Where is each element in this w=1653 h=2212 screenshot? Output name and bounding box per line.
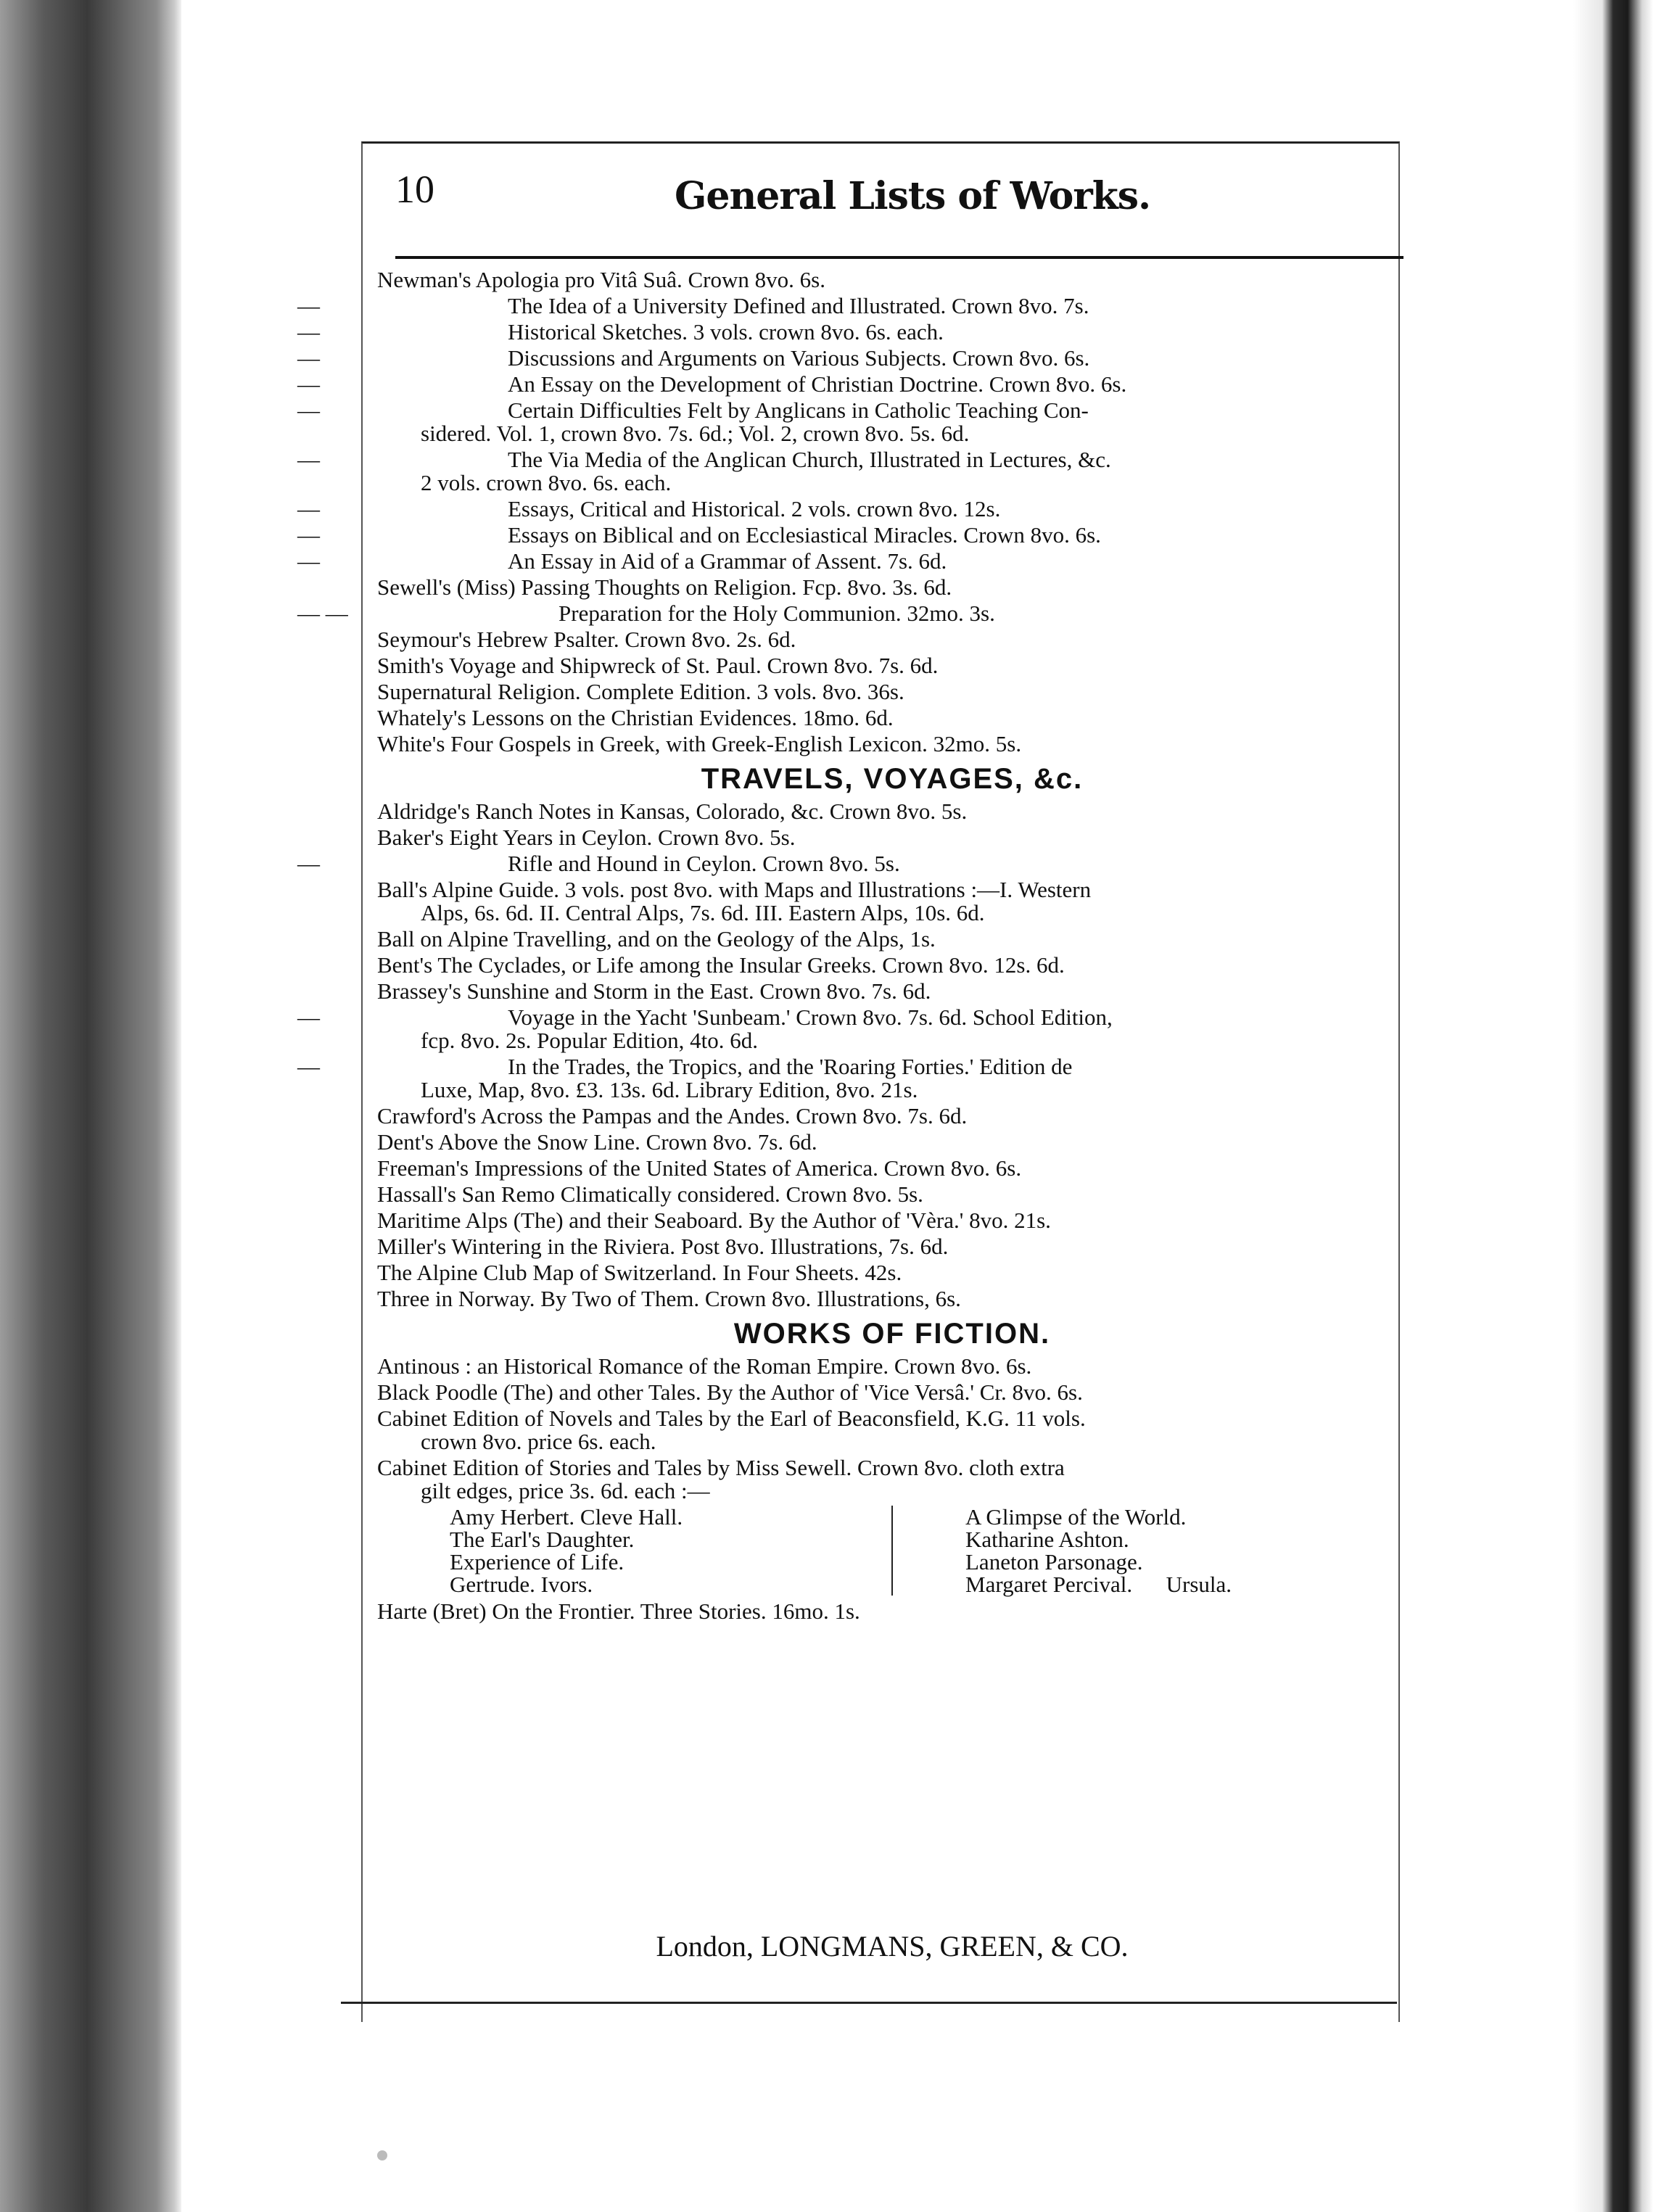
entry-text: Supernatural Religion. Complete Edition. 3 vols. 8vo. 36s. [377,679,904,704]
entry-text: Antinous : an Historical Romance of the Roman Empire. Crown 8vo. 6s. [377,1353,1032,1379]
story-title: Amy Herbert. Cleve Hall. [450,1504,683,1530]
list-entry [377,877,1407,925]
list-entry [297,1054,1407,1102]
entry-text: Hassall's San Remo Climatically considered. Crown 8vo. 5s. [377,1181,923,1207]
list-entry [297,548,1407,574]
list-entry [377,1181,1407,1207]
entry-text: Maritime Alps (The) and their Seaboard. By the Author of 'Vèra.' 8vo. 21s. [377,1208,1051,1233]
entry-text: Black Poodle (The) and other Tales. By the Author of 'Vice Versâ.' Cr. 8vo. 6s. [377,1379,1083,1405]
list-entry [377,825,1407,850]
entry-text: An Essay in Aid of a Grammar of Assent. 7s. 6d. [508,548,947,574]
list-entry [377,798,1407,824]
book-binding-edge [0,0,181,2212]
entry-text: Ball's Alpine Guide. 3 vols. post 8vo. with Maps and Illustrations :—I. Western [377,877,1092,902]
list-entry [377,1260,1407,1285]
entry-continuation: crown 8vo. price 6s. each. [421,1429,656,1454]
entry-text: White's Four Gospels in Greek, with Greek-English Lexicon. 32mo. 5s. [377,731,1022,756]
frame-bottom-rule [341,2002,1397,2004]
works-list [297,267,1407,1626]
list-entry [377,1234,1407,1259]
list-entry [377,1208,1407,1233]
story-title: Laneton Parsonage. [965,1549,1143,1575]
list-entry [377,1129,1407,1155]
entry-text: Brassey's Sunshine and Storm in the East. Crown 8vo. 7s. 6d. [377,978,931,1004]
entry-text: Cabinet Edition of Novels and Tales by the Earl of Beaconsfield, K.G. 11 vols. [377,1406,1086,1431]
list-entry [377,574,1407,600]
entry-text: Preparation for the Holy Communion. 32mo. 3s. [558,601,995,626]
list-entry [377,952,1407,978]
ditto-dash: — [297,1054,320,1079]
list-entry [297,601,1407,626]
entry-continuation: sidered. Vol. 1, crown 8vo. 7s. 6d.; Vol. 2, crown 8vo. 5s. 6d. [421,421,970,446]
section-heading-fiction: WORKS OF FICTION. [733,1318,1051,1350]
sewell-titles-right [893,1506,1407,1596]
entry-text: Seymour's Hebrew Psalter. Crown 8vo. 2s. 6d. [377,627,796,652]
story-title: A Glimpse of the World. [965,1504,1187,1530]
list-entry [297,851,1407,876]
list-entry [377,267,1407,292]
header-rule [395,256,1403,259]
list-entry [297,319,1407,344]
ditto-dash: — [297,496,320,521]
list-entry: Harte (Bret) On the Frontier. Three Stories. 16mo. 1s. [377,1598,860,1624]
entry-text: Miller's Wintering in the Riviera. Post 8vo. Illustrations, 7s. 6d. [377,1234,949,1259]
story-title: Margaret Percival. Ursula. [965,1572,1232,1597]
entry-text: Rifle and Hound in Ceylon. Crown 8vo. 5s. [508,851,900,876]
list-entry [297,522,1407,548]
list-entry [377,679,1407,704]
sewell-titles-left [450,1506,893,1596]
ditto-dash: — [297,548,320,574]
entry-text: Historical Sketches. 3 vols. crown 8vo. 6s. each. [508,319,944,344]
entry-text: Three in Norway. By Two of Them. Crown 8vo. Illustrations, 6s. [377,1286,961,1311]
entry-text: Smith's Voyage and Shipwreck of St. Paul. Crown 8vo. 7s. 6d. [377,653,939,678]
entry-text: Aldridge's Ranch Notes in Kansas, Colorado, &c. Crown 8vo. 5s. [377,798,968,824]
paper-smudge [377,2150,387,2161]
entry-text: Voyage in the Yacht 'Sunbeam.' Crown 8vo. 7s. 6d. School Edition, [508,1004,1113,1030]
list-entry [377,653,1407,678]
entry-text: An Essay on the Development of Christian Doctrine. Crown 8vo. 6s. [508,371,1127,397]
list-entry [297,397,1407,446]
entry-text: Crawford's Across the Pampas and the Andes. Crown 8vo. 7s. 6d. [377,1103,968,1128]
entry-text: Baker's Eight Years in Ceylon. Crown 8vo. 5s. [377,825,796,850]
list-entry [297,293,1407,318]
list-entry [297,1004,1407,1053]
sewell-stories-columns [450,1506,1407,1596]
ditto-dash: — [297,397,320,423]
entry-text: Newman's Apologia pro Vitâ Suâ. Crown 8vo. 6s. [377,267,825,292]
entry-text: Freeman's Impressions of the United States of America. Crown 8vo. 6s. [377,1155,1022,1181]
list-entry [377,1379,1407,1405]
travels-list [297,798,1407,1311]
entry-text: Discussions and Arguments on Various Subjects. Crown 8vo. 6s. [508,345,1090,371]
ditto-dash: — [297,522,320,548]
list-entry [377,1455,1407,1503]
entry-continuation: Luxe, Map, 8vo. £3. 13s. 6d. Library Edition, 8vo. 21s. [421,1077,918,1102]
story-title: Gertrude. Ivors. [450,1572,593,1597]
entry-text: Certain Difficulties Felt by Anglicans in Catholic Teaching Con- [508,397,1089,423]
entry-text: In the Trades, the Tropics, and the 'Roaring Forties.' Edition de [508,1054,1073,1079]
list-entry [377,926,1407,952]
ditto-dash: — [297,371,320,397]
entry-text: Dent's Above the Snow Line. Crown 8vo. 7s. 6d. [377,1129,817,1155]
ditto-dash: — [297,1004,320,1030]
list-entry [377,1286,1407,1311]
ditto-dash: — [297,851,320,876]
ditto-dash: — [297,447,320,472]
entry-text: The Via Media of the Anglican Church, Illustrated in Lectures, &c. [508,447,1111,472]
entry-continuation: Alps, 6s. 6d. II. Central Alps, 7s. 6d. III. Eastern Alps, 10s. 6d. [421,900,985,925]
entry-text: Cabinet Edition of Stories and Tales by Miss Sewell. Crown 8vo. cloth extra [377,1455,1065,1480]
entry-continuation: 2 vols. crown 8vo. 6s. each. [421,470,672,495]
entry-text: Bent's The Cyclades, or Life among the Insular Greeks. Crown 8vo. 12s. 6d. [377,952,1065,978]
page-edge [1573,0,1653,2212]
religion-list [297,267,1407,756]
entry-continuation: gilt edges, price 3s. 6d. each :— [421,1478,710,1503]
list-entry [377,627,1407,652]
entry-text: Essays on Biblical and on Ecclesiastical Miracles. Crown 8vo. 6s. [508,522,1101,548]
ditto-dash: — [297,345,320,371]
list-entry [377,1155,1407,1181]
entry-text: Sewell's (Miss) Passing Thoughts on Religion. Fcp. 8vo. 3s. 6d. [377,574,952,600]
ditto-dash: — — [297,601,348,626]
ditto-dash: — [297,319,320,344]
entry-text: The Alpine Club Map of Switzerland. In Four Sheets. 42s. [377,1260,902,1285]
list-entry [297,447,1407,495]
ditto-dash: — [297,293,320,318]
list-entry [377,705,1407,730]
publisher-imprint: London, LONGMANS, GREEN, & CO. [656,1930,1129,1963]
entry-text: Ball on Alpine Travelling, and on the Geology of the Alps, 1s. [377,926,936,952]
story-title: Experience of Life. [450,1549,624,1575]
story-title: The Earl's Daughter. [450,1527,635,1552]
list-entry [377,978,1407,1004]
entry-text: Essays, Critical and Historical. 2 vols. crown 8vo. 12s. [508,496,1001,521]
entry-text: The Idea of a University Defined and Illustrated. Crown 8vo. 7s. [508,293,1089,318]
list-entry [377,731,1407,756]
section-heading-travels: TRAVELS, VOYAGES, &c. [701,763,1084,795]
list-entry [377,1406,1407,1454]
list-entry [377,1353,1407,1379]
list-entry [297,345,1407,371]
list-entry [297,496,1407,521]
fiction-list [377,1355,1407,1503]
entry-continuation: fcp. 8vo. 2s. Popular Edition, 4to. 6d. [421,1028,758,1053]
story-title: Katharine Ashton. [965,1527,1129,1552]
running-head: General Lists of Works. [675,174,1151,218]
entry-text: Whately's Lessons on the Christian Evidences. 18mo. 6d. [377,705,894,730]
page-number: 10 [395,168,434,211]
list-entry [377,1103,1407,1128]
list-entry [297,371,1407,397]
